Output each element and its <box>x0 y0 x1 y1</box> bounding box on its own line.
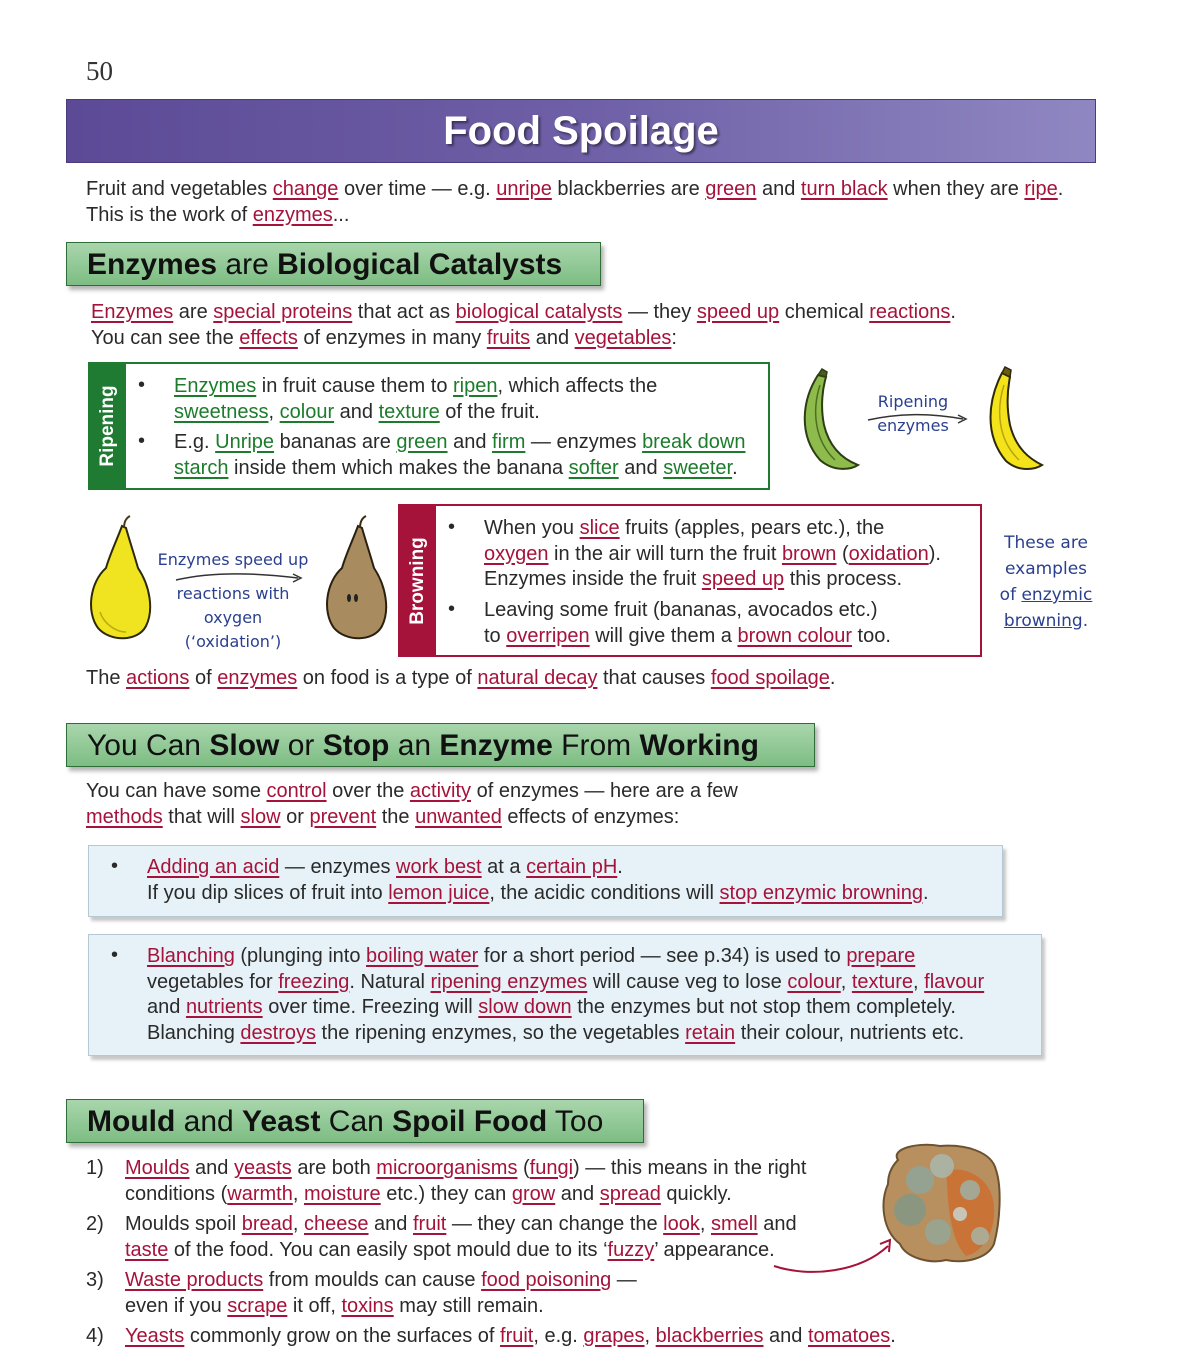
text: the <box>376 805 416 828</box>
keyword: biological catalysts <box>455 301 623 323</box>
oxidation-arrow-label <box>150 548 316 654</box>
keyword: brown colour <box>737 624 852 647</box>
keyword: unwanted <box>415 805 502 828</box>
keyword: ripe <box>1024 178 1058 200</box>
text: or <box>280 805 310 828</box>
text: and <box>147 996 186 1018</box>
section-heading-enzymes <box>66 242 601 286</box>
heading-bold: Slow <box>209 729 280 762</box>
text: ... <box>332 203 350 226</box>
text: it off, <box>287 1294 342 1317</box>
intro-line-2 <box>86 203 1106 229</box>
keyword: Adding an acid <box>147 856 280 878</box>
yellow-pear-icon <box>91 516 150 638</box>
text: may still remain. <box>393 1294 544 1317</box>
decay-sentence <box>86 666 1086 692</box>
keyword: destroys <box>240 1021 316 1044</box>
text: of enzymes in many <box>297 326 487 349</box>
text: blackberries are <box>551 178 706 200</box>
keyword: moisture <box>303 1182 381 1205</box>
keyword: fuzzy <box>607 1238 655 1261</box>
text: and <box>530 326 575 349</box>
text: E.g. <box>174 431 216 453</box>
heading-bold: Biological Catalysts <box>277 248 563 281</box>
text: . Natural <box>349 970 431 993</box>
intro-paragraph <box>86 177 1106 228</box>
title-banner <box>66 99 1096 163</box>
text: and <box>757 1213 797 1235</box>
section-heading-slow-stop <box>66 723 815 767</box>
text: , <box>292 1182 304 1205</box>
keyword: stop enzymic browning <box>719 881 923 904</box>
keyword: control <box>266 780 327 802</box>
heading-bold: Enzymes <box>87 248 218 281</box>
curved-arrow <box>774 1240 890 1272</box>
text: ). <box>928 542 941 565</box>
text: Blanching <box>147 1021 241 1044</box>
keyword: nutrients <box>185 996 263 1018</box>
keyword: special proteins <box>213 301 353 323</box>
keyword: green <box>396 431 448 453</box>
line <box>91 326 1091 352</box>
text: their colour, nutrients etc. <box>735 1021 965 1044</box>
heading-text: are <box>217 248 278 281</box>
heading-bold: Mould <box>87 1105 176 1138</box>
text: commonly grow on the surfaces of <box>184 1325 501 1347</box>
heading-bold: Spoil Food <box>392 1105 548 1138</box>
bullet: • <box>111 944 119 966</box>
text: will cause veg to lose <box>587 970 788 993</box>
keyword: brown <box>781 542 837 565</box>
text: in the air will turn the fruit <box>548 542 782 565</box>
keyword: prepare <box>846 945 916 967</box>
text: are both <box>291 1157 377 1179</box>
keyword: slow down <box>478 996 572 1018</box>
note-text: . <box>1082 611 1089 631</box>
keyword: oxidation <box>848 542 929 565</box>
keyword: tomatoes <box>807 1325 891 1347</box>
acid-method-text <box>147 855 997 906</box>
text: ’ appearance. <box>654 1238 775 1261</box>
keyword: actions <box>126 667 190 689</box>
keyword: natural decay <box>477 667 598 689</box>
yellow-banana-icon <box>991 367 1043 469</box>
keyword: bread <box>241 1213 293 1235</box>
keyword: oxygen <box>484 542 549 565</box>
text: inside them which makes the banana <box>228 456 569 479</box>
text: — they can change the <box>446 1213 664 1235</box>
keyword: green <box>705 178 757 200</box>
arrow-text: Ripening <box>877 392 949 411</box>
keyword: scrape <box>227 1294 288 1317</box>
keyword: enzymes <box>217 667 298 689</box>
text: too. <box>852 624 891 647</box>
keyword: turn black <box>800 178 888 200</box>
keyword: smell <box>710 1213 758 1235</box>
text: over time. Freezing will <box>262 996 479 1018</box>
text: Moulds spoil <box>125 1213 242 1235</box>
text: Leaving some fruit (bananas, avocados etc.) <box>484 599 878 621</box>
list-number: 2) <box>86 1213 104 1235</box>
keyword: unripe <box>496 178 552 200</box>
arrow-text: enzymes <box>877 416 949 435</box>
heading-bold: Yeast <box>242 1105 321 1138</box>
browning-bullet-1 <box>484 516 984 593</box>
keyword: effects <box>239 326 298 349</box>
keyword: colour <box>279 400 335 423</box>
heading-bold: Working <box>639 729 759 762</box>
keyword: spread <box>599 1182 661 1205</box>
keyword: Yeasts <box>125 1325 185 1347</box>
blanching-method-box <box>88 934 1042 1056</box>
enzymes-paragraph <box>91 300 1091 351</box>
keyword: grow <box>511 1182 556 1205</box>
intro-line-1 <box>86 177 1106 203</box>
text: of <box>189 667 218 689</box>
bullet: • <box>138 430 146 452</box>
arrow-text: (‘oxidation’) <box>184 632 282 651</box>
keyword: slice <box>579 517 620 539</box>
keyword: fruits <box>486 326 531 349</box>
text: over time — e.g. <box>338 178 497 200</box>
text: etc.) they can <box>380 1182 512 1205</box>
keyword: vegetables <box>574 326 672 349</box>
text: and <box>447 431 493 453</box>
section-heading-mould-yeast <box>66 1099 644 1143</box>
list-number: 3) <box>86 1269 104 1291</box>
bullet: • <box>448 598 456 620</box>
text: — enzymes <box>525 431 643 453</box>
green-banana-icon <box>805 369 858 469</box>
note-text: of <box>999 585 1022 605</box>
keyword: texture <box>851 970 914 993</box>
keyword: speed up <box>696 301 780 323</box>
keyword: Moulds <box>125 1157 190 1179</box>
arrow-text: reactions with oxygen <box>176 584 290 627</box>
text: Enzymes inside the fruit <box>484 568 702 590</box>
text: ( <box>517 1157 530 1179</box>
keyword: colour <box>787 970 841 993</box>
keyword: yeasts <box>233 1157 292 1179</box>
note-keyword: browning <box>1003 611 1083 631</box>
heading-text: and <box>175 1105 243 1138</box>
mouldy-bread-illustration <box>770 1140 1010 1280</box>
heading-text: Can <box>320 1105 393 1138</box>
blanching-method-text <box>147 944 1037 1046</box>
text: chemical <box>779 301 870 323</box>
text: and <box>334 400 379 423</box>
text: of the food. You can easily spot mould due to its ‘ <box>168 1238 608 1261</box>
text: . <box>1057 178 1064 200</box>
text: , <box>699 1213 711 1235</box>
keyword: activity <box>409 780 472 802</box>
text: , <box>268 400 280 423</box>
text: . <box>890 1325 896 1347</box>
text: You can see the <box>91 326 240 349</box>
bullet: • <box>111 855 119 877</box>
keyword: texture <box>378 400 440 423</box>
text: bananas are <box>274 431 397 453</box>
text: over the <box>326 780 410 802</box>
text: of enzymes — here are a few <box>471 780 738 802</box>
keyword: change <box>272 178 339 200</box>
keyword: Enzymes <box>91 301 174 323</box>
text: effects of enzymes: <box>501 805 680 828</box>
text: of the fruit. <box>439 400 540 423</box>
note-text: examples <box>1004 559 1088 579</box>
text: and <box>763 1325 808 1347</box>
text: that act as <box>352 301 456 323</box>
text: vegetables for <box>147 970 279 993</box>
text: , <box>644 1325 656 1347</box>
text: from moulds can cause <box>263 1269 482 1291</box>
text: that will <box>162 805 241 828</box>
keyword: Enzymes <box>174 375 257 397</box>
heading-text: an <box>389 729 440 762</box>
text: and <box>189 1157 234 1179</box>
ripening-bullet-1 <box>174 374 774 425</box>
text: The <box>86 667 127 689</box>
text: . <box>950 301 956 323</box>
text: You can have some <box>86 780 267 802</box>
keyword: blackberries <box>655 1325 764 1347</box>
text: . <box>922 881 929 904</box>
browning-label: Browning <box>407 536 428 625</box>
text: the ripening enzymes, so the vegetables <box>316 1021 686 1044</box>
keyword: grapes <box>583 1325 645 1347</box>
text: — they <box>622 301 697 323</box>
heading-text: You Can <box>87 729 210 762</box>
browning-side-note <box>995 530 1097 634</box>
page-number: 50 <box>86 56 113 86</box>
keyword: look <box>663 1213 700 1235</box>
text: . <box>617 856 623 878</box>
browning-tab <box>400 506 436 655</box>
text: and <box>618 456 664 479</box>
list-item-4 <box>125 1324 1025 1350</box>
text: quickly. <box>660 1182 732 1205</box>
ripening-label: Ripening <box>97 385 118 467</box>
text: This is the work of <box>86 203 253 226</box>
text: — enzymes <box>279 856 397 878</box>
text: conditions ( <box>125 1182 228 1205</box>
heading-text: or <box>279 729 323 762</box>
browning-box <box>398 504 982 657</box>
text: , e.g. <box>533 1325 584 1347</box>
keyword: ripening enzymes <box>430 970 588 993</box>
text: even if you <box>125 1294 228 1317</box>
text: , the acidic conditions will <box>489 881 720 904</box>
arrow-text: Enzymes speed up <box>157 550 309 569</box>
text: (plunging into <box>234 945 367 967</box>
heading-bold: Enzyme <box>439 729 553 762</box>
heading-bold: Stop <box>322 729 390 762</box>
text: fruits (apples, pears etc.), the <box>619 517 885 539</box>
text: . <box>732 456 738 479</box>
line <box>91 300 1091 326</box>
text: , which affects the <box>497 375 658 397</box>
note-text: These are <box>1004 533 1088 553</box>
text: : <box>671 326 677 349</box>
text: at a <box>481 856 527 878</box>
keyword: fruit <box>500 1325 534 1347</box>
keyword: warmth <box>227 1182 293 1205</box>
keyword: sweeter <box>663 456 733 479</box>
keyword: certain pH <box>526 856 618 878</box>
text: that causes <box>597 667 711 689</box>
text: and <box>555 1182 600 1205</box>
brown-pear-icon <box>327 516 386 638</box>
text: . <box>829 667 836 689</box>
text: ( <box>836 542 849 565</box>
ripening-box <box>88 362 770 490</box>
browning-bullet-2 <box>484 598 984 649</box>
page-title: Food Spoilage <box>443 109 719 153</box>
keyword: Unripe <box>215 431 275 453</box>
ripening-arrow-label <box>858 390 968 438</box>
ripening-tab <box>90 364 126 488</box>
keyword: sweetness <box>174 400 269 423</box>
keyword: Blanching <box>147 945 235 967</box>
text: , <box>292 1213 304 1235</box>
text: and <box>756 178 801 200</box>
keyword: retain <box>685 1021 736 1044</box>
keyword: fungi <box>529 1157 574 1179</box>
bullet: • <box>448 516 456 538</box>
text: will give them a <box>589 624 738 647</box>
text: for a short period — see p.34) is used to <box>478 945 847 967</box>
mouldy-bread-icon <box>884 1145 1000 1261</box>
text: , <box>913 970 925 993</box>
text: and <box>368 1213 413 1235</box>
acid-method-box <box>88 845 1003 917</box>
keyword: firm <box>492 431 526 453</box>
text: in fruit cause them to <box>256 375 454 397</box>
text: are <box>173 301 214 323</box>
keyword: break down <box>642 431 746 453</box>
text: the enzymes but not stop them completely. <box>571 996 956 1018</box>
keyword: food poisoning <box>481 1269 612 1291</box>
keyword: ripen <box>453 375 498 397</box>
keyword: lemon juice <box>388 881 490 904</box>
keyword: speed up <box>701 568 785 590</box>
text: If you dip slices of fruit into <box>147 881 389 904</box>
keyword: taste <box>125 1238 169 1261</box>
keyword: cheese <box>304 1213 369 1235</box>
text: — <box>611 1269 637 1291</box>
keyword: boiling water <box>366 945 479 967</box>
text: to <box>484 624 507 647</box>
keyword: food spoilage <box>710 667 830 689</box>
keyword: Waste products <box>125 1269 264 1291</box>
ripening-bullet-2 <box>174 430 774 481</box>
text: when they are <box>887 178 1025 200</box>
keyword: toxins <box>341 1294 394 1317</box>
keyword: methods <box>86 805 163 828</box>
keyword: microorganisms <box>376 1157 518 1179</box>
keyword: fruit <box>412 1213 447 1235</box>
keyword: overripen <box>506 624 590 647</box>
keyword: work best <box>396 856 482 878</box>
keyword: enzymes <box>252 203 333 226</box>
list-number: 1) <box>86 1157 104 1179</box>
text: ) — this means in the right <box>573 1157 807 1179</box>
heading-text: From <box>552 729 640 762</box>
heading-text: Too <box>547 1105 604 1138</box>
keyword: prevent <box>309 805 377 828</box>
note-keyword: enzymic <box>1021 585 1093 605</box>
text: When you <box>484 517 580 539</box>
text: this process. <box>784 568 902 590</box>
keyword: flavour <box>924 970 985 993</box>
list-number: 4) <box>86 1325 104 1347</box>
keyword: reactions <box>869 301 951 323</box>
keyword: slow <box>240 805 281 828</box>
keyword: softer <box>568 456 619 479</box>
text: on food is a type of <box>297 667 478 689</box>
keyword: freezing <box>278 970 350 993</box>
text: , <box>840 970 852 993</box>
bullet: • <box>138 374 146 396</box>
control-paragraph <box>86 779 1086 830</box>
keyword: starch <box>174 456 229 479</box>
text: Fruit and vegetables <box>86 178 273 200</box>
